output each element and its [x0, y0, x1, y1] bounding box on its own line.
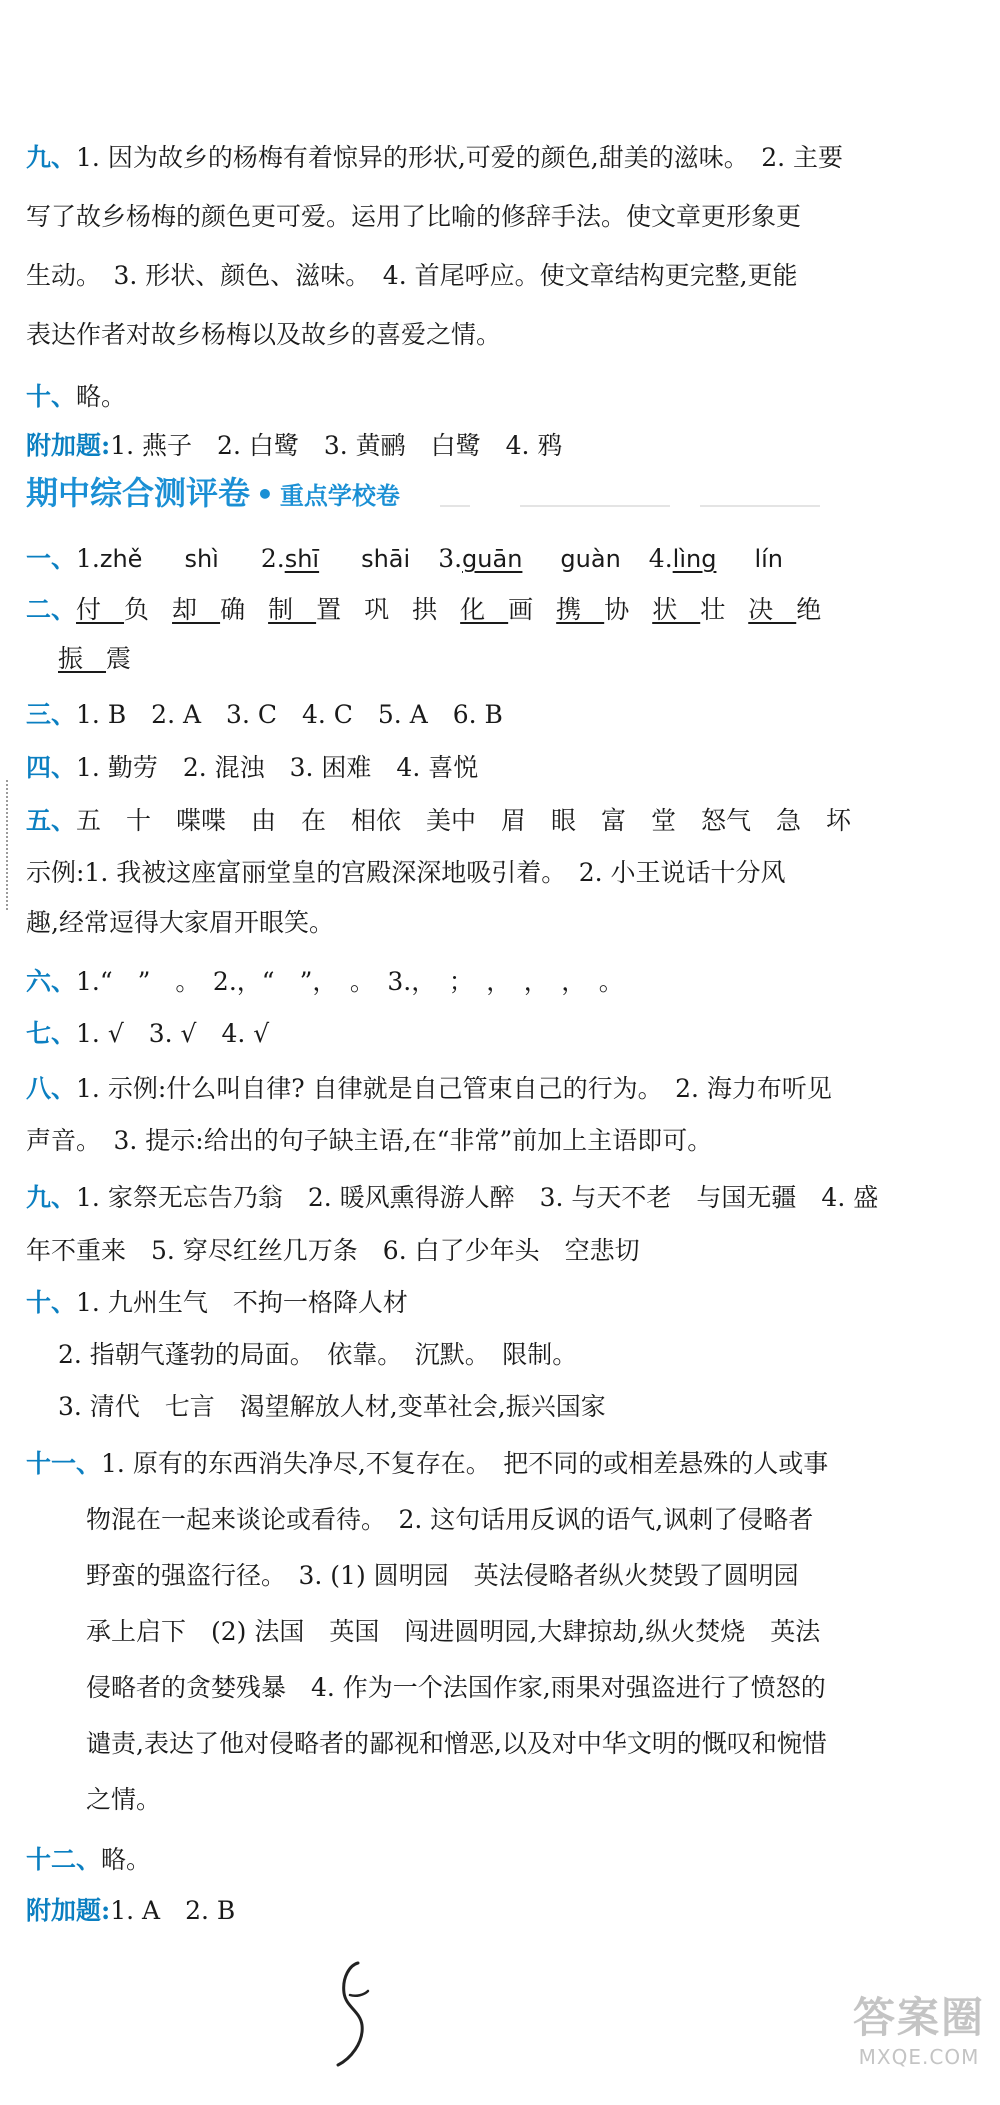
q4-mark: 四、	[26, 753, 77, 782]
q9-line2: 年不重来 5. 穿尽红丝几万条 6. 白了少年头 空悲切	[26, 1236, 640, 1265]
extra2-text: 1. A 2. B	[110, 1896, 236, 1925]
q2-char: 携	[556, 595, 605, 624]
q1-num4: 4.	[648, 544, 673, 573]
q1-pinyin-4b: lín	[754, 545, 783, 573]
q4-text: 1. 勤劳 2. 混浊 3. 困难 4. 喜悦	[76, 753, 479, 782]
sec9a-line3: 生动。 3. 形状、颜色、滋味。 4. 首尾呼应。使文章结构更完整,更能	[26, 261, 798, 290]
q2-char: 置	[316, 595, 365, 624]
q8-line1	[26, 1071, 832, 1107]
sec10a-mark: 十、	[26, 382, 77, 411]
sec10a-text: 略。	[76, 382, 127, 411]
q1-num3: 3.	[438, 544, 463, 573]
q9-mark: 九、	[26, 1183, 77, 1212]
q11-line1	[26, 1446, 828, 1482]
q2-mark: 二、	[26, 595, 77, 624]
q5-line3: 趣,经常逗得大家眉开眼笑。	[26, 908, 334, 937]
q2-char: 震	[106, 644, 155, 673]
q9-text-1: 1. 家祭无忘告乃翁 2. 暖风熏得游人醉 3. 与天不老 与国无疆 4. 盛	[76, 1183, 879, 1212]
q1-pinyin-3b: guàn	[560, 545, 621, 573]
binding-margin-dots	[6, 780, 8, 910]
q3-line	[26, 697, 503, 733]
q5-line2: 示例:1. 我被这座富丽堂皇的宫殿深深地吸引着。 2. 小王说话十分风	[26, 858, 786, 887]
handwritten-mark-icon	[320, 1955, 380, 2075]
title-dot: •	[256, 478, 274, 511]
q12-text: 略。	[101, 1845, 152, 1874]
q12-line	[26, 1842, 151, 1878]
q2-line1	[26, 592, 844, 628]
sec9a-mark: 九、	[26, 143, 77, 172]
q1-line	[26, 541, 783, 577]
q11-line5: 侵略者的贪婪残暴 4. 作为一个法国作家,雨果对强盗进行了愤怒的	[86, 1673, 826, 1702]
q11-line6: 谴责,表达了他对侵略者的鄙视和憎恶,以及对中华文明的慨叹和惋惜	[86, 1729, 827, 1758]
q10-line2: 2. 指朝气蓬勃的局面。 依靠。 沉默。 限制。	[58, 1340, 578, 1369]
sec9a-text-1: 1. 因为故乡的杨梅有着惊异的形状,可爱的颜色,甜美的滋味。 2. 主要	[76, 143, 844, 172]
scan-speck	[440, 505, 470, 507]
exam-title-sub: 重点学校卷	[279, 482, 400, 510]
q2-line2	[58, 641, 154, 677]
q11-line3: 野蛮的强盗行径。 3. (1) 圆明园 英法侵略者纵火焚毁了圆明园	[86, 1561, 799, 1590]
q1-num1: 1.	[76, 544, 100, 573]
q7-mark: 七、	[26, 1019, 77, 1048]
q10-line3: 3. 清代 七言 渴望解放人材,变革社会,振兴国家	[58, 1392, 606, 1421]
q7-line	[26, 1016, 269, 1052]
q7-text: 1. √ 3. √ 4. √	[76, 1019, 270, 1048]
q2-char: 巩	[364, 595, 413, 624]
q5-line1	[26, 803, 851, 839]
q1-pinyin-4a: lìng	[672, 545, 717, 573]
q8-text-1: 1. 示例:什么叫自律? 自律就是自己管束自己的行为。 2. 海力布听见	[76, 1074, 832, 1103]
q11-line4: 承上启下 (2) 法国 英国 闯进圆明园,大肆掠劫,纵火焚烧 英法	[86, 1617, 821, 1646]
q1-pinyin-1a: zhě	[99, 545, 143, 573]
q1-pinyin-3a: guān	[462, 545, 523, 573]
q11-text-1: 1. 原有的东西消失净尽,不复存在。 把不同的或相差悬殊的人或事	[101, 1449, 829, 1478]
q1-pinyin-2b: shāi	[361, 545, 411, 573]
watermark-top: 答案圈	[852, 1993, 985, 2042]
q9-line1	[26, 1180, 878, 1216]
q10-line1	[26, 1285, 408, 1321]
extra1-mark: 附加题:	[26, 431, 111, 460]
sec9a-line1	[26, 140, 843, 176]
q6-line	[26, 964, 624, 1000]
q11-line7: 之情。	[86, 1785, 162, 1814]
q1-num2: 2.	[260, 544, 285, 573]
q6-text: 1.“ ” 。 2.，“ ”， 。 3.， ； ， ， ， 。	[76, 967, 624, 996]
sec9a-line2: 写了故乡杨梅的颜色更可爱。运用了比喻的修辞手法。使文章更形象更	[26, 202, 802, 231]
q10-text-1: 1. 九州生气 不拘一格降人材	[76, 1288, 408, 1317]
extra1-text: 1. 燕子 2. 白鹭 3. 黄鹂 白鹭 4. 鸦	[110, 431, 563, 460]
q2-char: 拱	[412, 595, 461, 624]
watermark-logo	[844, 1985, 994, 2069]
watermark-bottom: MXQE.COM	[858, 2045, 980, 2069]
q2-char: 绝	[796, 595, 845, 624]
q2-char: 付	[76, 595, 125, 624]
q2-char: 协	[604, 595, 653, 624]
q2-char: 负	[124, 595, 173, 624]
q3-mark: 三、	[26, 700, 77, 729]
scan-speck	[520, 505, 670, 507]
q11-line2: 物混在一起来谈论或看待。 2. 这句话用反讽的语气,讽刺了侵略者	[86, 1505, 814, 1534]
exam-title	[26, 468, 400, 514]
q8-line2: 声音。 3. 提示:给出的句子缺主语,在“非常”前加上主语即可。	[26, 1126, 713, 1155]
sec10a-line	[26, 379, 126, 415]
q5-mark: 五、	[26, 806, 77, 835]
q2-char: 制	[268, 595, 317, 624]
extra1-line	[26, 428, 562, 464]
extra2-mark: 附加题:	[26, 1896, 111, 1925]
sec9a-line4: 表达作者对故乡杨梅以及故乡的喜爱之情。	[26, 320, 502, 349]
exam-title-main: 期中综合测评卷	[26, 474, 251, 512]
q2-char: 化	[460, 595, 509, 624]
q5-text-1: 五 十 喋喋 由 在 相依 美中 眉 眼 富 堂 怒气 急 坏	[76, 806, 852, 835]
q3-text: 1. B 2. A 3. C 4. C 5. A 6. B	[76, 700, 503, 729]
q1-mark: 一、	[26, 544, 77, 573]
q8-mark: 八、	[26, 1074, 77, 1103]
q6-mark: 六、	[26, 967, 77, 996]
q2-char: 确	[220, 595, 269, 624]
q1-pinyin-2a: shī	[284, 545, 320, 573]
q12-mark: 十二、	[26, 1845, 102, 1874]
extra2-line	[26, 1893, 235, 1929]
q2-char: 画	[508, 595, 557, 624]
q1-pinyin-1b: shì	[184, 545, 219, 573]
scan-speck	[700, 505, 820, 507]
q2-char: 振	[58, 644, 107, 673]
q11-mark: 十一、	[26, 1449, 102, 1478]
q4-line	[26, 750, 478, 786]
q10-mark: 十、	[26, 1288, 77, 1317]
q2-char: 决	[748, 595, 797, 624]
q2-char: 状	[652, 595, 701, 624]
q2-char: 壮	[700, 595, 749, 624]
q2-char: 却	[172, 595, 221, 624]
